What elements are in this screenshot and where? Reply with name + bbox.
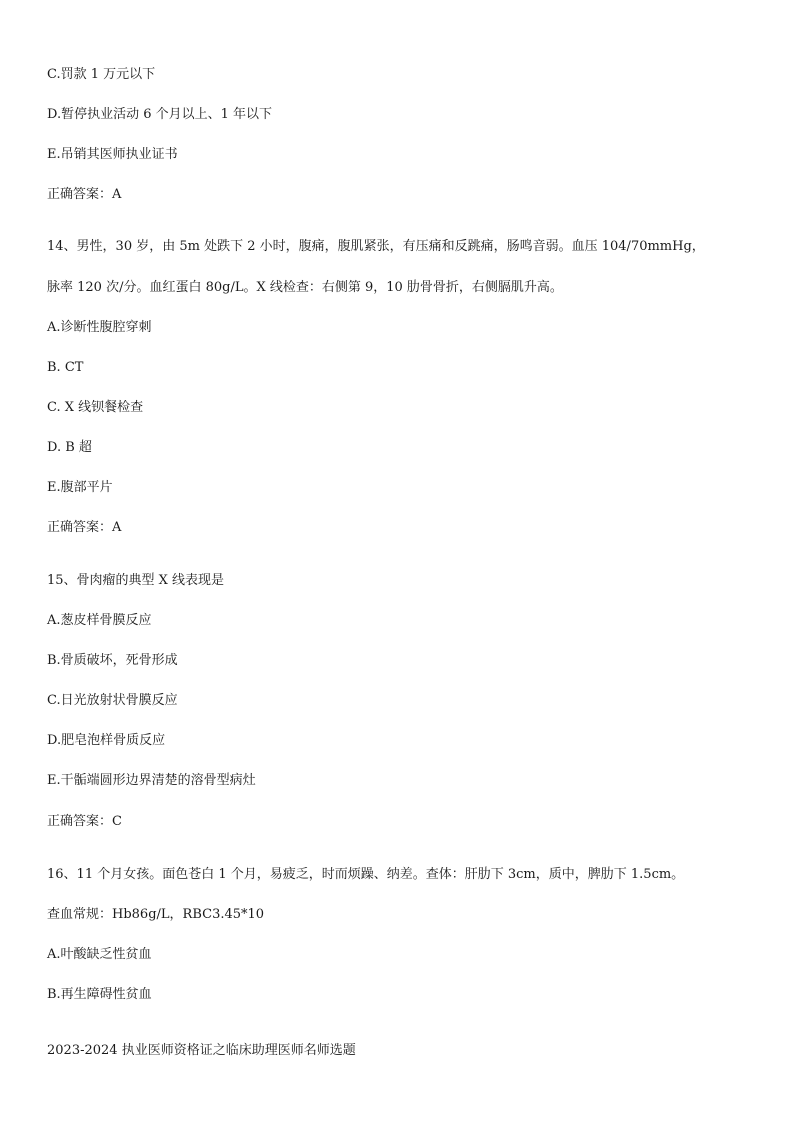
page-footer: 2023-2024 执业医师资格证之临床助理医师名师选题 (47, 1043, 356, 1058)
question-14-line1: 14、男性，30 岁，由 5m 处跌下 2 小时，腹痛，腹肌紧张，有压痛和反跳痛，肠鸣音弱。血压 104/70mmHg， (47, 239, 705, 254)
option-d-q13: D.暂停执业活动 6 个月以上、1 年以下 (47, 107, 273, 122)
answer-q13: 正确答案：A (47, 187, 122, 202)
option-d-q15: D.肥皂泡样骨质反应 (47, 733, 166, 748)
option-e-q14: E.腹部平片 (47, 480, 113, 495)
option-e-q15: E.干骺端圆形边界清楚的溶骨型病灶 (47, 773, 256, 788)
question-16-line1: 16、11 个月女孩。面色苍白 1 个月，易疲乏，时而烦躁、纳差。查体：肝肋下 3cm，质中，脾肋下 1.5cm。 (47, 867, 685, 882)
option-d-q14: D. B 超 (47, 440, 92, 455)
option-b-q16: B.再生障碍性贫血 (47, 987, 152, 1002)
option-e-q13: E.吊销其医师执业证书 (47, 147, 178, 162)
option-b-q14: B. CT (47, 360, 84, 375)
option-a-q14: A.诊断性腹腔穿刺 (47, 320, 152, 335)
answer-q14: 正确答案：A (47, 520, 122, 535)
option-b-q15: B.骨质破坏，死骨形成 (47, 653, 178, 668)
option-c-q13: C.罚款 1 万元以下 (47, 67, 156, 82)
question-16-line2: 查血常规：Hb86g/L，RBC3.45*10 (47, 907, 265, 922)
question-15: 15、骨肉瘤的典型 X 线表现是 (47, 573, 225, 588)
answer-q15: 正确答案：C (47, 814, 122, 829)
option-c-q15: C.日光放射状骨膜反应 (47, 693, 178, 708)
option-a-q16: A.叶酸缺乏性贫血 (47, 947, 152, 962)
question-14-line2: 脉率 120 次/分。血红蛋白 80g/L。X 线检查：右侧第 9，10 肋骨骨折，右侧膈肌升高。 (47, 280, 563, 295)
option-c-q14: C. X 线钡餐检查 (47, 400, 144, 415)
option-a-q15: A.葱皮样骨膜反应 (47, 613, 152, 628)
